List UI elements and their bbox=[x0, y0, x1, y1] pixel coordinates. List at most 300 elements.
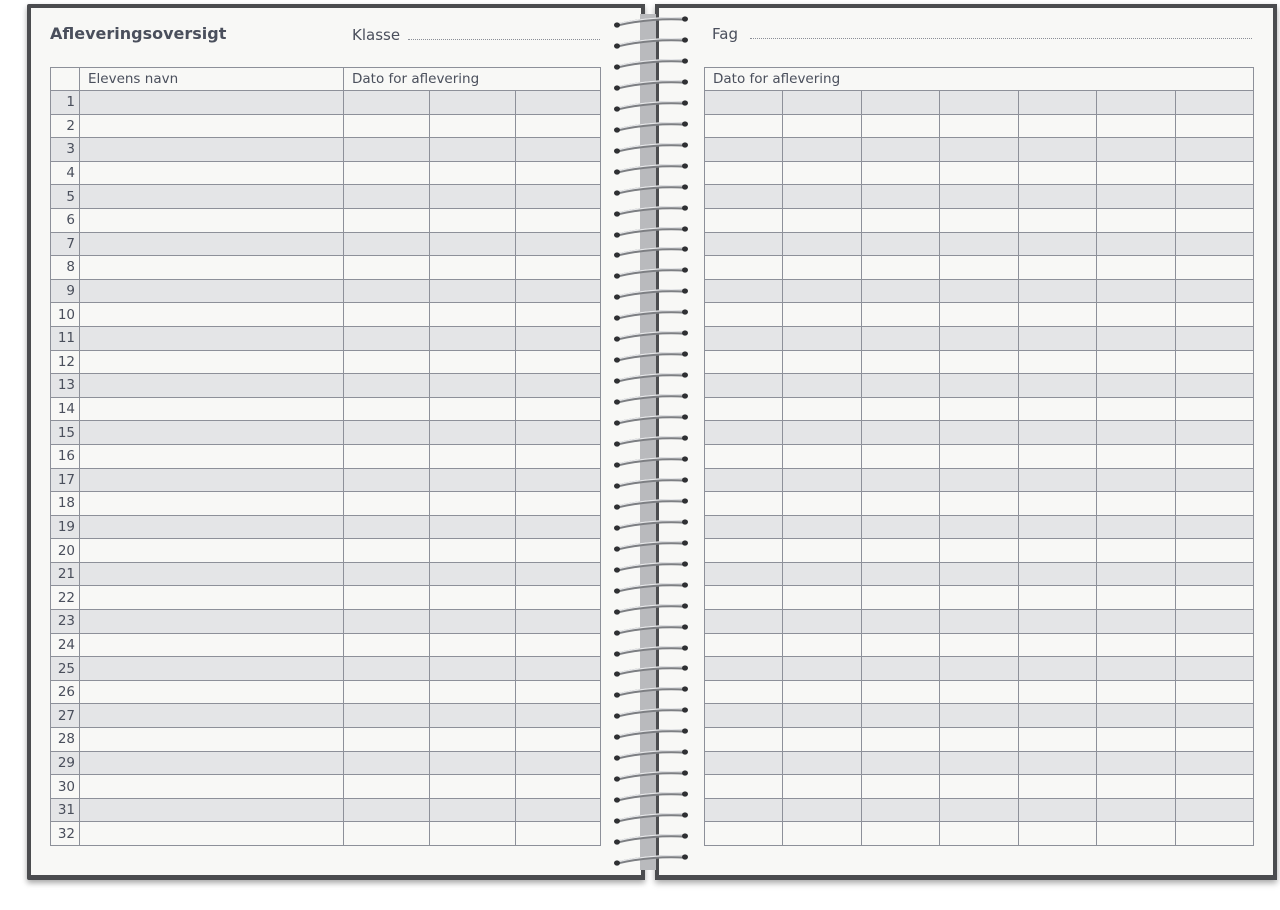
date-cell[interactable] bbox=[940, 303, 1018, 327]
date-cell[interactable] bbox=[1018, 326, 1096, 350]
date-cell[interactable] bbox=[1097, 421, 1175, 445]
date-cell[interactable] bbox=[430, 586, 516, 610]
date-cell[interactable] bbox=[516, 114, 601, 138]
date-cell[interactable] bbox=[783, 610, 861, 634]
student-name-cell[interactable] bbox=[80, 374, 344, 398]
date-cell[interactable] bbox=[516, 397, 601, 421]
date-cell[interactable] bbox=[1097, 798, 1175, 822]
student-name-cell[interactable] bbox=[80, 539, 344, 563]
date-cell[interactable] bbox=[430, 610, 516, 634]
date-cell[interactable] bbox=[1175, 586, 1253, 610]
date-cell[interactable] bbox=[344, 114, 430, 138]
date-cell[interactable] bbox=[516, 421, 601, 445]
date-cell[interactable] bbox=[1097, 515, 1175, 539]
date-cell[interactable] bbox=[430, 350, 516, 374]
student-name-cell[interactable] bbox=[80, 586, 344, 610]
date-cell[interactable] bbox=[861, 256, 939, 280]
date-cell[interactable] bbox=[705, 798, 783, 822]
student-name-cell[interactable] bbox=[80, 279, 344, 303]
date-cell[interactable] bbox=[1018, 138, 1096, 162]
date-cell[interactable] bbox=[783, 586, 861, 610]
date-cell[interactable] bbox=[861, 775, 939, 799]
date-cell[interactable] bbox=[1018, 444, 1096, 468]
student-name-cell[interactable] bbox=[80, 751, 344, 775]
date-cell[interactable] bbox=[430, 161, 516, 185]
date-cell[interactable] bbox=[516, 232, 601, 256]
student-name-cell[interactable] bbox=[80, 610, 344, 634]
date-cell[interactable] bbox=[344, 326, 430, 350]
date-cell[interactable] bbox=[344, 492, 430, 516]
date-cell[interactable] bbox=[705, 326, 783, 350]
date-cell[interactable] bbox=[705, 562, 783, 586]
date-cell[interactable] bbox=[1097, 680, 1175, 704]
date-cell[interactable] bbox=[1175, 468, 1253, 492]
date-cell[interactable] bbox=[1097, 91, 1175, 115]
date-cell[interactable] bbox=[344, 444, 430, 468]
date-cell[interactable] bbox=[344, 657, 430, 681]
date-cell[interactable] bbox=[1018, 798, 1096, 822]
date-cell[interactable] bbox=[344, 610, 430, 634]
date-cell[interactable] bbox=[1175, 91, 1253, 115]
date-cell[interactable] bbox=[940, 798, 1018, 822]
date-cell[interactable] bbox=[1175, 539, 1253, 563]
date-cell[interactable] bbox=[1175, 208, 1253, 232]
date-cell[interactable] bbox=[940, 374, 1018, 398]
date-cell[interactable] bbox=[861, 421, 939, 445]
date-cell[interactable] bbox=[705, 161, 783, 185]
date-cell[interactable] bbox=[783, 680, 861, 704]
date-cell[interactable] bbox=[344, 775, 430, 799]
date-cell[interactable] bbox=[861, 232, 939, 256]
date-cell[interactable] bbox=[940, 326, 1018, 350]
date-cell[interactable] bbox=[940, 256, 1018, 280]
date-cell[interactable] bbox=[344, 539, 430, 563]
date-cell[interactable] bbox=[940, 232, 1018, 256]
date-cell[interactable] bbox=[1097, 492, 1175, 516]
date-cell[interactable] bbox=[705, 279, 783, 303]
date-cell[interactable] bbox=[861, 114, 939, 138]
date-cell[interactable] bbox=[1097, 138, 1175, 162]
date-cell[interactable] bbox=[1018, 279, 1096, 303]
date-cell[interactable] bbox=[861, 633, 939, 657]
date-cell[interactable] bbox=[430, 256, 516, 280]
date-cell[interactable] bbox=[705, 610, 783, 634]
date-cell[interactable] bbox=[1175, 562, 1253, 586]
date-cell[interactable] bbox=[940, 539, 1018, 563]
date-cell[interactable] bbox=[861, 492, 939, 516]
date-cell[interactable] bbox=[861, 374, 939, 398]
date-cell[interactable] bbox=[1175, 114, 1253, 138]
date-cell[interactable] bbox=[705, 822, 783, 846]
date-cell[interactable] bbox=[516, 492, 601, 516]
date-cell[interactable] bbox=[1175, 138, 1253, 162]
date-cell[interactable] bbox=[516, 326, 601, 350]
date-cell[interactable] bbox=[516, 161, 601, 185]
date-cell[interactable] bbox=[783, 728, 861, 752]
student-name-cell[interactable] bbox=[80, 798, 344, 822]
date-cell[interactable] bbox=[940, 421, 1018, 445]
date-cell[interactable] bbox=[705, 492, 783, 516]
date-cell[interactable] bbox=[1097, 256, 1175, 280]
date-cell[interactable] bbox=[861, 444, 939, 468]
date-cell[interactable] bbox=[516, 374, 601, 398]
date-cell[interactable] bbox=[861, 468, 939, 492]
date-cell[interactable] bbox=[430, 822, 516, 846]
date-cell[interactable] bbox=[940, 350, 1018, 374]
date-cell[interactable] bbox=[783, 114, 861, 138]
date-cell[interactable] bbox=[430, 657, 516, 681]
date-cell[interactable] bbox=[705, 138, 783, 162]
student-name-cell[interactable] bbox=[80, 657, 344, 681]
student-name-cell[interactable] bbox=[80, 444, 344, 468]
student-name-cell[interactable] bbox=[80, 421, 344, 445]
date-cell[interactable] bbox=[705, 444, 783, 468]
date-cell[interactable] bbox=[940, 775, 1018, 799]
date-cell[interactable] bbox=[861, 91, 939, 115]
date-cell[interactable] bbox=[1018, 421, 1096, 445]
date-cell[interactable] bbox=[783, 279, 861, 303]
date-cell[interactable] bbox=[783, 775, 861, 799]
date-cell[interactable] bbox=[1175, 704, 1253, 728]
date-cell[interactable] bbox=[344, 91, 430, 115]
date-cell[interactable] bbox=[940, 161, 1018, 185]
date-cell[interactable] bbox=[705, 775, 783, 799]
date-cell[interactable] bbox=[705, 256, 783, 280]
date-cell[interactable] bbox=[1018, 751, 1096, 775]
date-cell[interactable] bbox=[430, 775, 516, 799]
date-cell[interactable] bbox=[1175, 279, 1253, 303]
date-cell[interactable] bbox=[861, 208, 939, 232]
date-cell[interactable] bbox=[344, 279, 430, 303]
date-cell[interactable] bbox=[516, 610, 601, 634]
date-cell[interactable] bbox=[1175, 350, 1253, 374]
date-cell[interactable] bbox=[1097, 610, 1175, 634]
date-cell[interactable] bbox=[783, 138, 861, 162]
date-cell[interactable] bbox=[430, 562, 516, 586]
date-cell[interactable] bbox=[861, 350, 939, 374]
date-cell[interactable] bbox=[430, 468, 516, 492]
date-cell[interactable] bbox=[1097, 586, 1175, 610]
date-cell[interactable] bbox=[783, 397, 861, 421]
date-cell[interactable] bbox=[430, 515, 516, 539]
date-cell[interactable] bbox=[344, 798, 430, 822]
date-cell[interactable] bbox=[705, 397, 783, 421]
student-name-cell[interactable] bbox=[80, 114, 344, 138]
date-cell[interactable] bbox=[940, 279, 1018, 303]
date-cell[interactable] bbox=[1018, 185, 1096, 209]
date-cell[interactable] bbox=[1097, 208, 1175, 232]
date-cell[interactable] bbox=[861, 728, 939, 752]
student-name-cell[interactable] bbox=[80, 515, 344, 539]
date-cell[interactable] bbox=[705, 185, 783, 209]
student-name-cell[interactable] bbox=[80, 822, 344, 846]
date-cell[interactable] bbox=[1018, 397, 1096, 421]
date-cell[interactable] bbox=[516, 775, 601, 799]
date-cell[interactable] bbox=[516, 185, 601, 209]
date-cell[interactable] bbox=[1018, 822, 1096, 846]
date-cell[interactable] bbox=[1175, 610, 1253, 634]
date-cell[interactable] bbox=[861, 397, 939, 421]
date-cell[interactable] bbox=[783, 350, 861, 374]
date-cell[interactable] bbox=[1018, 657, 1096, 681]
date-cell[interactable] bbox=[940, 657, 1018, 681]
date-cell[interactable] bbox=[783, 208, 861, 232]
date-cell[interactable] bbox=[783, 421, 861, 445]
class-field[interactable] bbox=[408, 39, 600, 40]
date-cell[interactable] bbox=[1097, 303, 1175, 327]
date-cell[interactable] bbox=[1018, 586, 1096, 610]
date-cell[interactable] bbox=[1018, 161, 1096, 185]
date-cell[interactable] bbox=[344, 350, 430, 374]
date-cell[interactable] bbox=[783, 657, 861, 681]
date-cell[interactable] bbox=[1175, 397, 1253, 421]
subject-field[interactable] bbox=[750, 38, 1252, 39]
date-cell[interactable] bbox=[516, 515, 601, 539]
date-cell[interactable] bbox=[861, 562, 939, 586]
date-cell[interactable] bbox=[783, 798, 861, 822]
date-cell[interactable] bbox=[430, 539, 516, 563]
date-cell[interactable] bbox=[861, 704, 939, 728]
date-cell[interactable] bbox=[861, 539, 939, 563]
date-cell[interactable] bbox=[705, 657, 783, 681]
date-cell[interactable] bbox=[705, 91, 783, 115]
date-cell[interactable] bbox=[1097, 539, 1175, 563]
date-cell[interactable] bbox=[705, 350, 783, 374]
date-cell[interactable] bbox=[783, 539, 861, 563]
date-cell[interactable] bbox=[344, 208, 430, 232]
date-cell[interactable] bbox=[516, 350, 601, 374]
date-cell[interactable] bbox=[344, 256, 430, 280]
date-cell[interactable] bbox=[1018, 492, 1096, 516]
date-cell[interactable] bbox=[1018, 515, 1096, 539]
date-cell[interactable] bbox=[861, 610, 939, 634]
date-cell[interactable] bbox=[516, 633, 601, 657]
date-cell[interactable] bbox=[344, 586, 430, 610]
date-cell[interactable] bbox=[861, 326, 939, 350]
date-cell[interactable] bbox=[344, 728, 430, 752]
date-cell[interactable] bbox=[344, 562, 430, 586]
date-cell[interactable] bbox=[940, 704, 1018, 728]
date-cell[interactable] bbox=[783, 822, 861, 846]
date-cell[interactable] bbox=[940, 633, 1018, 657]
date-cell[interactable] bbox=[861, 279, 939, 303]
date-cell[interactable] bbox=[1018, 610, 1096, 634]
date-cell[interactable] bbox=[430, 680, 516, 704]
student-name-cell[interactable] bbox=[80, 775, 344, 799]
date-cell[interactable] bbox=[1175, 798, 1253, 822]
date-cell[interactable] bbox=[705, 232, 783, 256]
date-cell[interactable] bbox=[1018, 728, 1096, 752]
date-cell[interactable] bbox=[430, 114, 516, 138]
date-cell[interactable] bbox=[1097, 751, 1175, 775]
date-cell[interactable] bbox=[430, 91, 516, 115]
date-cell[interactable] bbox=[344, 397, 430, 421]
date-cell[interactable] bbox=[1097, 633, 1175, 657]
date-cell[interactable] bbox=[940, 562, 1018, 586]
date-cell[interactable] bbox=[705, 680, 783, 704]
date-cell[interactable] bbox=[344, 633, 430, 657]
date-cell[interactable] bbox=[430, 232, 516, 256]
date-cell[interactable] bbox=[430, 397, 516, 421]
date-cell[interactable] bbox=[940, 444, 1018, 468]
date-cell[interactable] bbox=[705, 374, 783, 398]
date-cell[interactable] bbox=[516, 279, 601, 303]
date-cell[interactable] bbox=[940, 751, 1018, 775]
date-cell[interactable] bbox=[516, 680, 601, 704]
date-cell[interactable] bbox=[940, 468, 1018, 492]
date-cell[interactable] bbox=[516, 751, 601, 775]
date-cell[interactable] bbox=[1175, 185, 1253, 209]
date-cell[interactable] bbox=[1018, 704, 1096, 728]
date-cell[interactable] bbox=[861, 303, 939, 327]
date-cell[interactable] bbox=[516, 256, 601, 280]
date-cell[interactable] bbox=[783, 751, 861, 775]
date-cell[interactable] bbox=[1097, 161, 1175, 185]
student-name-cell[interactable] bbox=[80, 492, 344, 516]
date-cell[interactable] bbox=[344, 680, 430, 704]
date-cell[interactable] bbox=[1097, 185, 1175, 209]
date-cell[interactable] bbox=[430, 326, 516, 350]
date-cell[interactable] bbox=[1175, 751, 1253, 775]
student-name-cell[interactable] bbox=[80, 704, 344, 728]
date-cell[interactable] bbox=[516, 822, 601, 846]
date-cell[interactable] bbox=[1097, 397, 1175, 421]
date-cell[interactable] bbox=[705, 704, 783, 728]
date-cell[interactable] bbox=[861, 751, 939, 775]
date-cell[interactable] bbox=[430, 185, 516, 209]
date-cell[interactable] bbox=[1018, 91, 1096, 115]
student-name-cell[interactable] bbox=[80, 326, 344, 350]
date-cell[interactable] bbox=[861, 161, 939, 185]
date-cell[interactable] bbox=[430, 421, 516, 445]
date-cell[interactable] bbox=[1018, 468, 1096, 492]
date-cell[interactable] bbox=[783, 303, 861, 327]
date-cell[interactable] bbox=[1097, 350, 1175, 374]
date-cell[interactable] bbox=[430, 208, 516, 232]
date-cell[interactable] bbox=[1097, 374, 1175, 398]
date-cell[interactable] bbox=[1097, 657, 1175, 681]
date-cell[interactable] bbox=[705, 468, 783, 492]
date-cell[interactable] bbox=[940, 91, 1018, 115]
date-cell[interactable] bbox=[940, 610, 1018, 634]
date-cell[interactable] bbox=[1097, 279, 1175, 303]
date-cell[interactable] bbox=[1175, 822, 1253, 846]
date-cell[interactable] bbox=[1097, 326, 1175, 350]
date-cell[interactable] bbox=[783, 91, 861, 115]
date-cell[interactable] bbox=[1018, 232, 1096, 256]
date-cell[interactable] bbox=[516, 728, 601, 752]
student-name-cell[interactable] bbox=[80, 562, 344, 586]
date-cell[interactable] bbox=[783, 256, 861, 280]
date-cell[interactable] bbox=[705, 586, 783, 610]
date-cell[interactable] bbox=[705, 515, 783, 539]
date-cell[interactable] bbox=[1018, 303, 1096, 327]
date-cell[interactable] bbox=[783, 185, 861, 209]
student-name-cell[interactable] bbox=[80, 397, 344, 421]
student-name-cell[interactable] bbox=[80, 680, 344, 704]
date-cell[interactable] bbox=[1175, 326, 1253, 350]
date-cell[interactable] bbox=[516, 303, 601, 327]
date-cell[interactable] bbox=[861, 138, 939, 162]
student-name-cell[interactable] bbox=[80, 633, 344, 657]
date-cell[interactable] bbox=[1018, 256, 1096, 280]
date-cell[interactable] bbox=[1097, 562, 1175, 586]
date-cell[interactable] bbox=[1175, 728, 1253, 752]
date-cell[interactable] bbox=[344, 303, 430, 327]
student-name-cell[interactable] bbox=[80, 208, 344, 232]
date-cell[interactable] bbox=[783, 326, 861, 350]
student-name-cell[interactable] bbox=[80, 303, 344, 327]
date-cell[interactable] bbox=[1175, 657, 1253, 681]
date-cell[interactable] bbox=[1018, 374, 1096, 398]
date-cell[interactable] bbox=[516, 704, 601, 728]
date-cell[interactable] bbox=[516, 468, 601, 492]
date-cell[interactable] bbox=[344, 138, 430, 162]
date-cell[interactable] bbox=[430, 444, 516, 468]
date-cell[interactable] bbox=[1097, 728, 1175, 752]
date-cell[interactable] bbox=[861, 515, 939, 539]
date-cell[interactable] bbox=[344, 185, 430, 209]
date-cell[interactable] bbox=[940, 185, 1018, 209]
student-name-cell[interactable] bbox=[80, 185, 344, 209]
date-cell[interactable] bbox=[783, 444, 861, 468]
date-cell[interactable] bbox=[344, 161, 430, 185]
date-cell[interactable] bbox=[1097, 704, 1175, 728]
date-cell[interactable] bbox=[705, 421, 783, 445]
date-cell[interactable] bbox=[344, 515, 430, 539]
date-cell[interactable] bbox=[344, 704, 430, 728]
date-cell[interactable] bbox=[705, 539, 783, 563]
date-cell[interactable] bbox=[344, 421, 430, 445]
date-cell[interactable] bbox=[430, 728, 516, 752]
date-cell[interactable] bbox=[344, 232, 430, 256]
date-cell[interactable] bbox=[430, 492, 516, 516]
date-cell[interactable] bbox=[940, 114, 1018, 138]
date-cell[interactable] bbox=[705, 728, 783, 752]
student-name-cell[interactable] bbox=[80, 468, 344, 492]
date-cell[interactable] bbox=[783, 468, 861, 492]
date-cell[interactable] bbox=[1097, 114, 1175, 138]
date-cell[interactable] bbox=[861, 586, 939, 610]
date-cell[interactable] bbox=[861, 657, 939, 681]
date-cell[interactable] bbox=[1175, 421, 1253, 445]
date-cell[interactable] bbox=[1018, 208, 1096, 232]
date-cell[interactable] bbox=[1175, 232, 1253, 256]
date-cell[interactable] bbox=[783, 492, 861, 516]
date-cell[interactable] bbox=[1175, 303, 1253, 327]
date-cell[interactable] bbox=[430, 303, 516, 327]
date-cell[interactable] bbox=[1175, 256, 1253, 280]
date-cell[interactable] bbox=[1175, 775, 1253, 799]
date-cell[interactable] bbox=[1018, 114, 1096, 138]
date-cell[interactable] bbox=[783, 161, 861, 185]
date-cell[interactable] bbox=[1175, 374, 1253, 398]
date-cell[interactable] bbox=[516, 798, 601, 822]
date-cell[interactable] bbox=[861, 822, 939, 846]
date-cell[interactable] bbox=[344, 751, 430, 775]
date-cell[interactable] bbox=[430, 279, 516, 303]
date-cell[interactable] bbox=[705, 303, 783, 327]
date-cell[interactable] bbox=[940, 492, 1018, 516]
date-cell[interactable] bbox=[861, 680, 939, 704]
date-cell[interactable] bbox=[783, 633, 861, 657]
date-cell[interactable] bbox=[1018, 680, 1096, 704]
date-cell[interactable] bbox=[861, 798, 939, 822]
date-cell[interactable] bbox=[430, 138, 516, 162]
student-name-cell[interactable] bbox=[80, 138, 344, 162]
date-cell[interactable] bbox=[1097, 775, 1175, 799]
date-cell[interactable] bbox=[940, 822, 1018, 846]
